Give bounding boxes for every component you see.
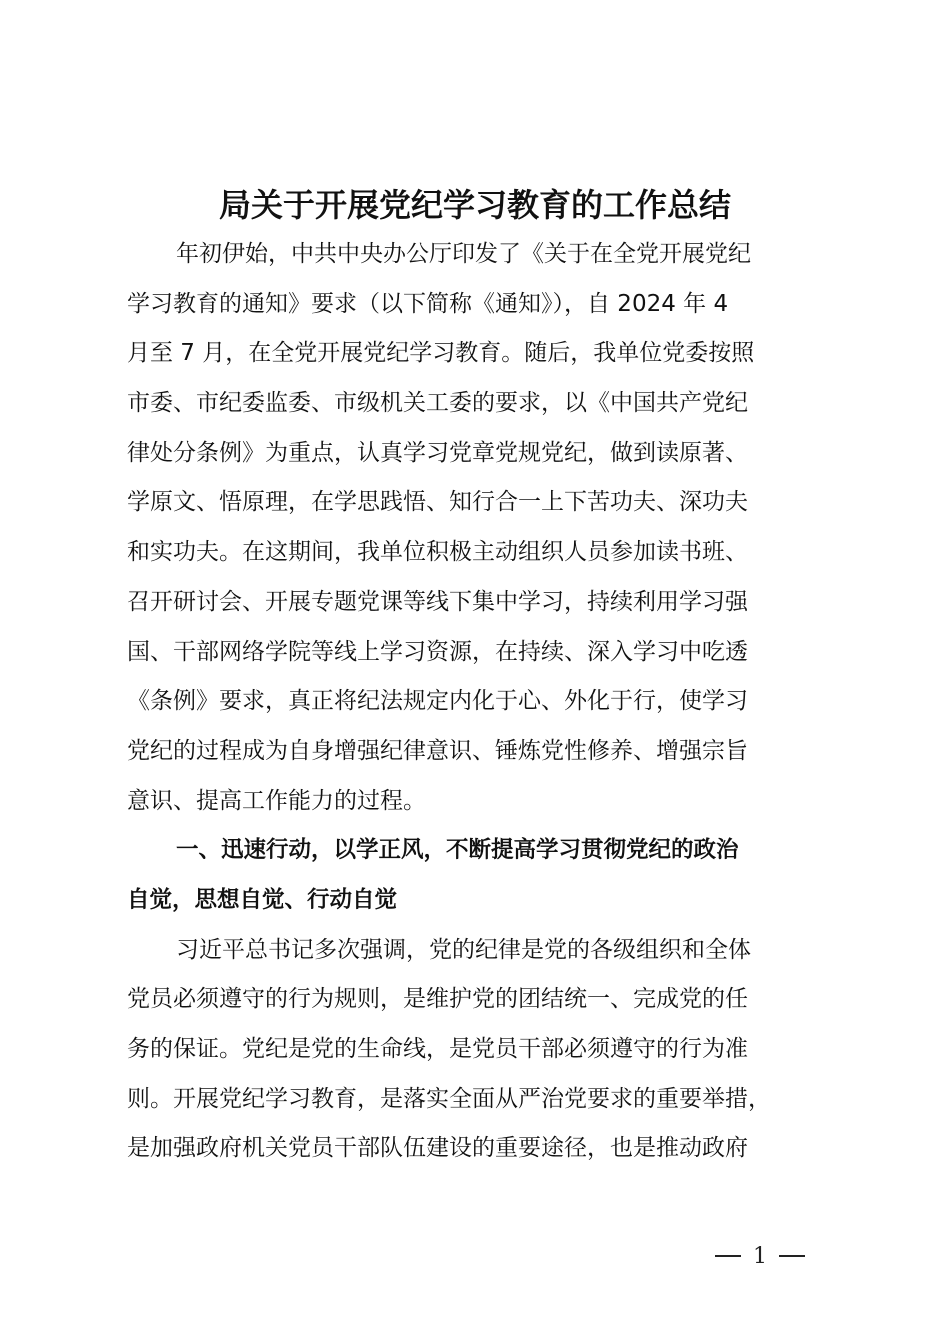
paragraph-line: 月至 7 月，在全党开展党纪学习教育。随后，我单位党委按照 (127, 340, 755, 367)
document-body (127, 230, 867, 1174)
paragraph-line: 律处分条例》为重点，认真学习党章党规党纪，做到读原著、 (127, 439, 748, 466)
footer-dash-left (715, 1255, 741, 1257)
paragraph-line: 意识、提高工作能力的过程。 (127, 787, 426, 814)
paragraph-line: 习近平总书记多次强调，党的纪律是党的各级组织和全体 (176, 936, 751, 963)
paragraph-line: 《条例》要求，真正将纪法规定内化于心、外化于行，使学习 (127, 688, 748, 715)
section-heading-line: 自觉，思想自觉、行动自觉 (127, 886, 398, 913)
page-footer (700, 1236, 820, 1276)
footer-dash-right (779, 1255, 805, 1257)
paragraph-line: 党员必须遵守的行为规则，是维护党的团结统一、完成党的任 (127, 986, 748, 1013)
paragraph-line: 年初伊始，中共中央办公厅印发了《关于在全党开展党纪 (176, 241, 751, 267)
document-title: 局关于开展党纪学习教育的工作总结 (218, 186, 731, 224)
paragraph-line: 国、干部网络学院等线上学习资源，在持续、深入学习中吃透 (127, 638, 748, 665)
paragraph-line: 和实功夫。在这期间，我单位积极主动组织人员参加读书班、 (127, 539, 748, 566)
paragraph-line: 党纪的过程成为自身增强纪律意识、锤炼党性修养、增强宗旨 (127, 737, 748, 764)
paragraph-line: 市委、市纪委监委、市级机关工委的要求，以《中国共产党纪 (127, 390, 748, 417)
paragraph-line: 务的保证。党纪是党的生命线，是党员干部必须遵守的行为准 (127, 1036, 748, 1062)
page-number: 1 (753, 1243, 767, 1269)
section-heading-line: 一、迅速行动，以学正风，不断提高学习贯彻党纪的政治 (176, 837, 739, 864)
paragraph-line: 学原文、悟原理，在学思践悟、知行合一上下苦功夫、深功夫 (127, 489, 748, 516)
paragraph-line: 召开研讨会、开展专题党课等线下集中学习，持续利用学习强 (127, 588, 748, 615)
paragraph-line: 是加强政府机关党员干部队伍建设的重要途径，也是推动政府 (127, 1135, 748, 1162)
paragraph-line: 则。开展党纪学习教育，是落实全面从严治党要求的重要举措， (127, 1085, 771, 1112)
paragraph-line: 学习教育的通知》要求（以下简称《通知》），自 2024 年 4 (127, 290, 729, 317)
